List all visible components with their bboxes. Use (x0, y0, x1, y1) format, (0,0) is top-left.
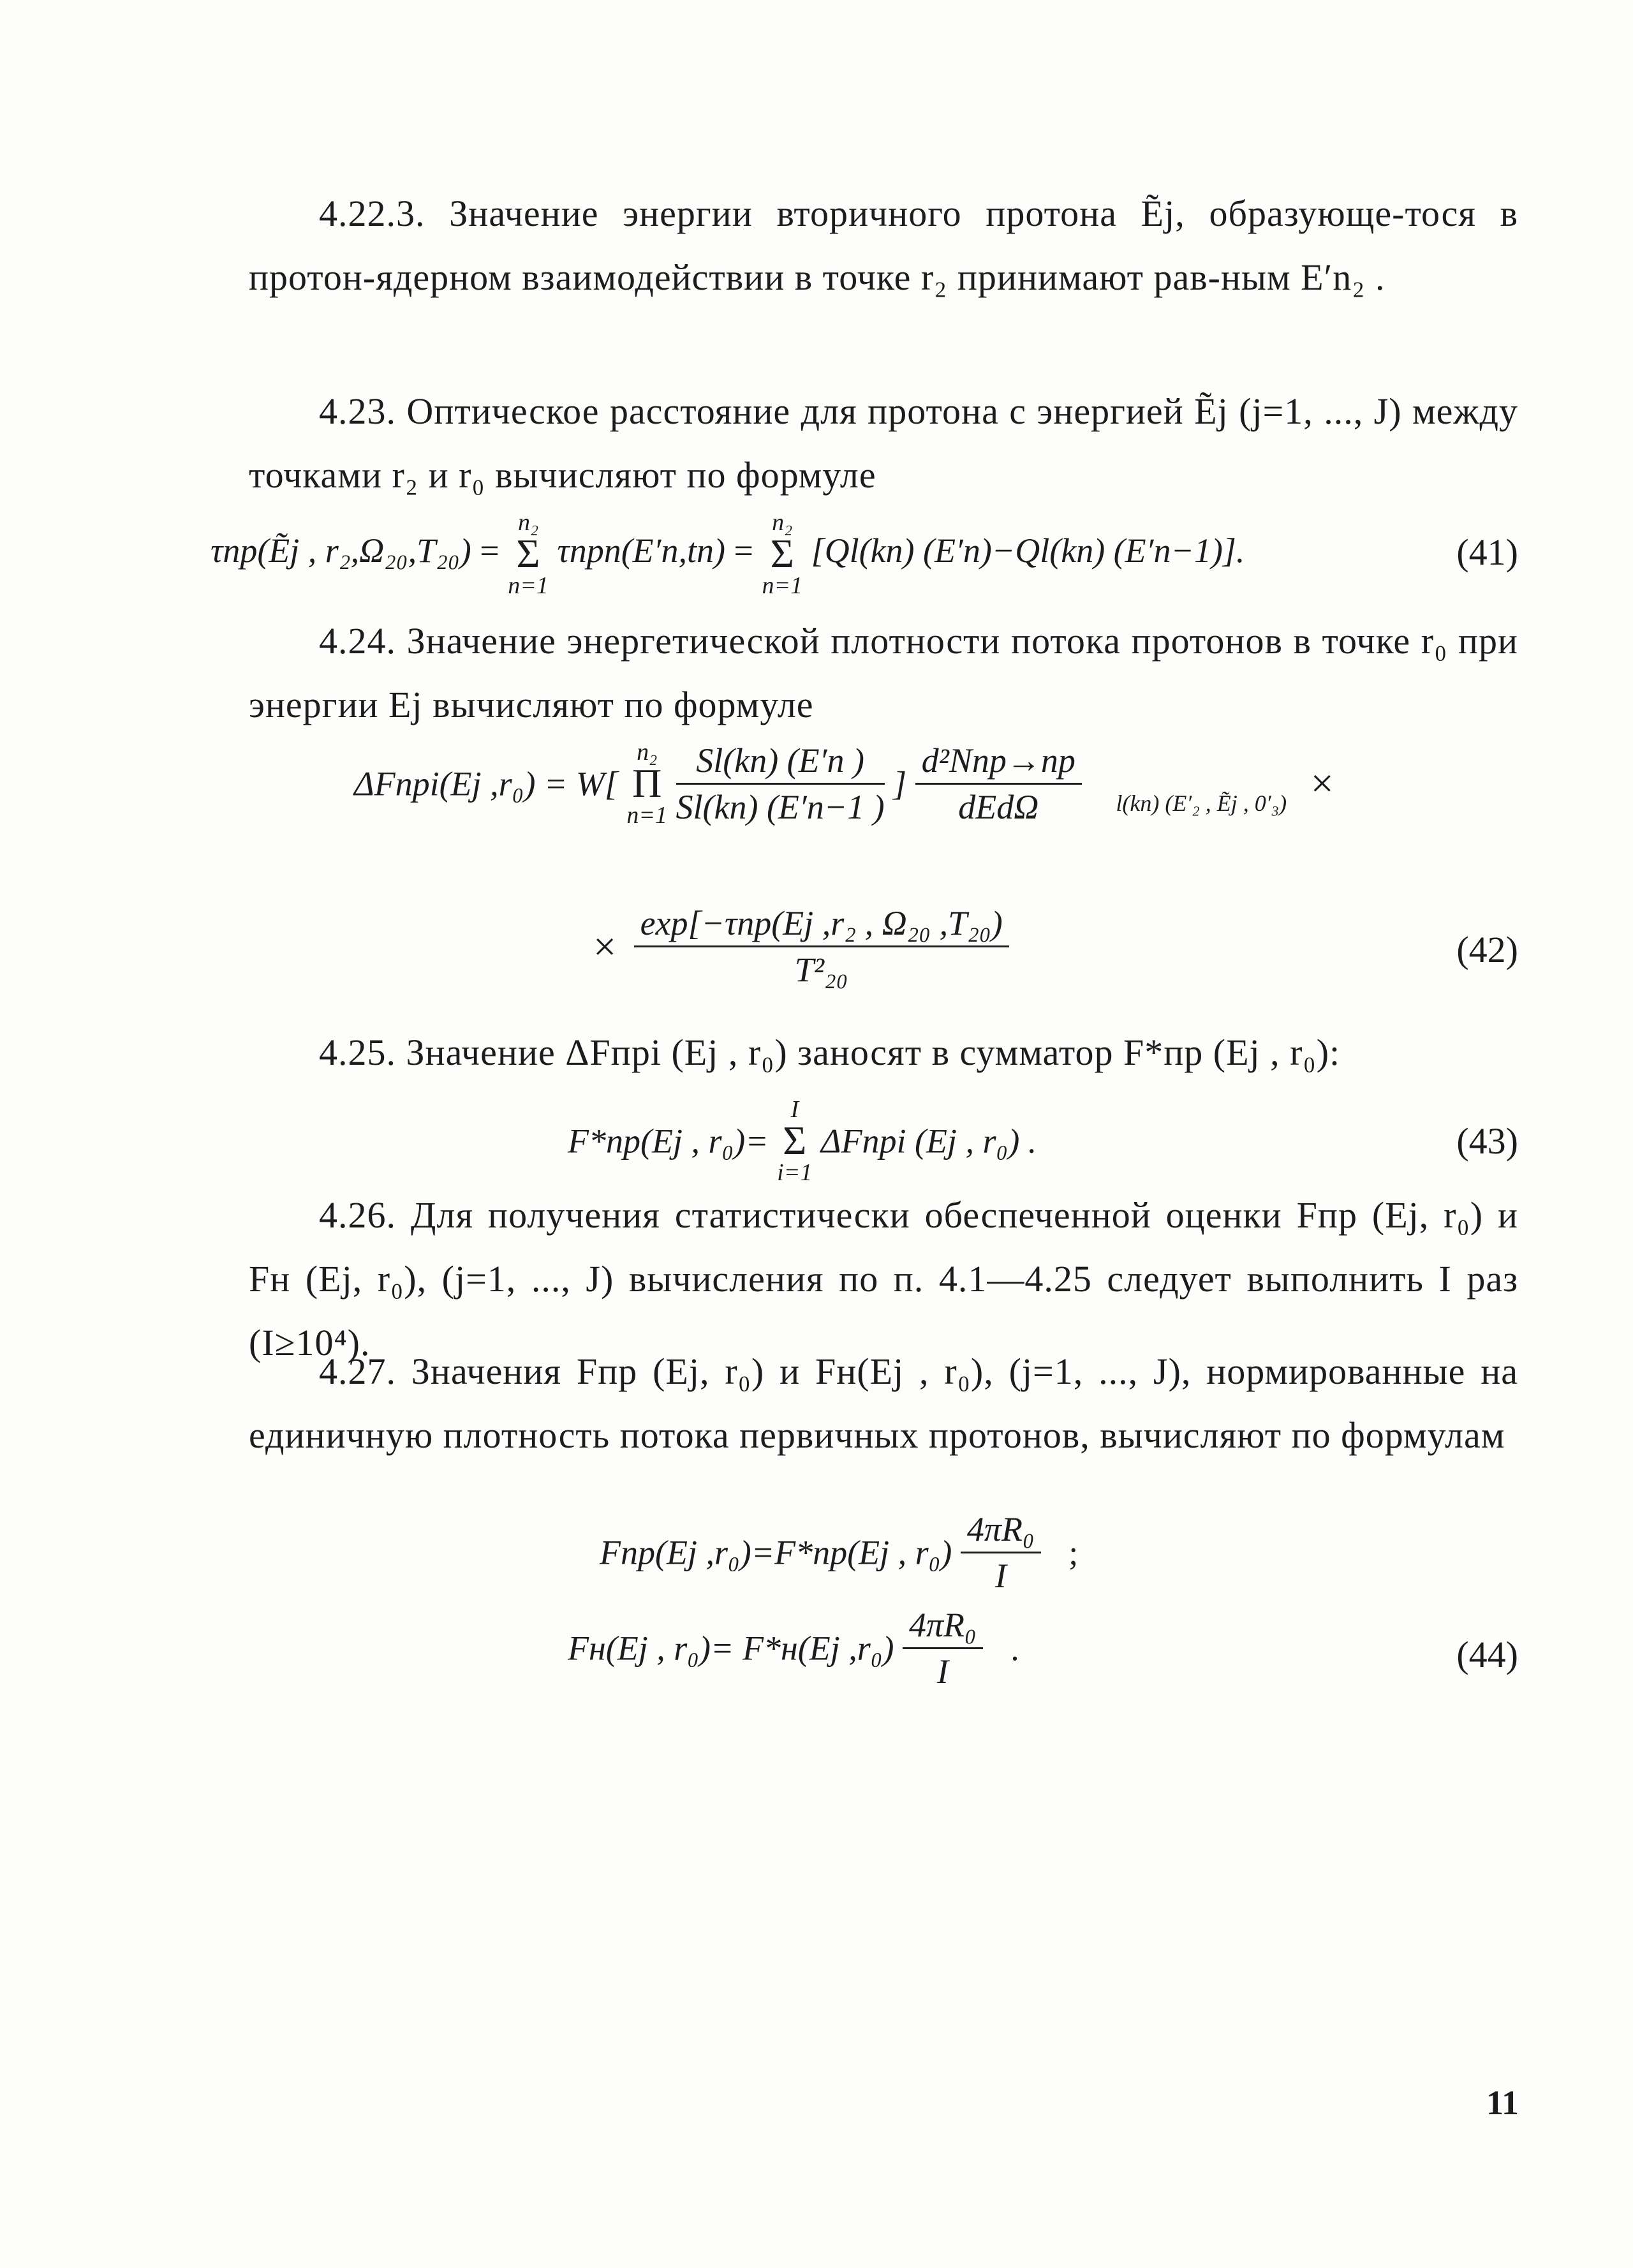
fraction-numerator: exp[−τпр(Ej ,r₂ , Ω₂₀ ,T₂₀) (634, 906, 1009, 947)
fraction-denominator: I (994, 1557, 1007, 1595)
normalization-fraction (961, 1512, 1041, 1593)
line-end-punctuation: ; (1068, 1533, 1079, 1572)
equation-41: τпр(Ẽj , r₂,Ω₂₀,T₂₀) = n₂ Σ n=1 τпрn(E′n,tn) = n₂ Σ n=1 [Ql(kn) (E′n)−Ql(kn) (E′n−1)]. (211, 509, 1245, 599)
times-sign: × (593, 923, 617, 969)
fraction-denominator: T²₂₀ (794, 951, 848, 989)
paragraph-4-27 (249, 1340, 1518, 1467)
fraction-denominator: dEdΩ (958, 787, 1039, 826)
equation-43 (568, 1097, 1037, 1185)
derivative-fraction (915, 743, 1082, 824)
paragraph-text: 4.26. Для получения статистически обеспеченной оценки Fпр (Ej, r₀) и Fн (Ej, r₀), (j=1, ..., J) вычисления по п. 4.1—4.25 следует выполнить I раз (I≥10⁴). (249, 1194, 1518, 1363)
product-lower-limit: n=1 (626, 801, 668, 829)
summation-symbol: n₂ Σ n=1 (508, 509, 549, 599)
paragraph-text: 4.23. Оптическое расстояние для протона с энергией Ẽj (j=1, ..., J) между точками r₂ и r₀ вычисляют по формуле (249, 390, 1518, 496)
paragraph-text: 4.22.3. Значение энергии вторичного протона Ẽj, образующе-тося в протон-ядерном взаимодействии в точке r₂ принимают рав-ным E′n₂ . (249, 193, 1518, 298)
equation-lhs: F*пр(Ej , r₀)= (568, 1122, 769, 1160)
equation-number: (41) (1456, 531, 1518, 573)
normalization-fraction (903, 1608, 983, 1689)
product-symbol: n₂ Π n=1 (626, 739, 668, 829)
closing-bracket: ] (893, 764, 907, 803)
equation-mid: τпрn(E′n,tn) (557, 531, 725, 570)
equation-lhs: ΔFпрi(Ej ,r₀) = W[ (354, 764, 618, 803)
paragraph-4-22-3 (249, 182, 1518, 309)
fraction-numerator: 4πR₀ (903, 1608, 983, 1649)
fraction-numerator: Sl(kn) (E′n ) (676, 743, 885, 785)
sum-upper-limit: I (790, 1096, 799, 1123)
paragraph-text: 4.24. Значение энергетической плотности потока протонов в точке r₀ при энергии Ej вычисляют по формуле (249, 620, 1518, 725)
paragraph-text: 4.25. Значение ΔFпрi (Ej , r₀) заносят в сумматор F*пр (Ej , r₀): (319, 1032, 1341, 1073)
product-upper-limit: n₂ (637, 739, 658, 766)
summation-symbol: I Σ i=1 (777, 1096, 813, 1186)
equation-number: (44) (1456, 1634, 1518, 1675)
equation-lhs: Fн(Ej , r₀)= F*н(Ej ,r₀) (568, 1629, 894, 1668)
equation-lhs: τпр(Ẽj , r₂,Ω₂₀,T₂₀) (211, 531, 471, 570)
equation-rhs: ΔFпрi (Ej , r₀) . (820, 1122, 1037, 1160)
fraction-numerator: 4πR₀ (961, 1512, 1041, 1553)
equation-42-line-1 (354, 740, 1334, 827)
paragraph-4-24 (249, 609, 1518, 737)
paragraph-4-25 (249, 1021, 1518, 1085)
ratio-fraction (676, 743, 885, 824)
equation-44-line-1 (600, 1512, 1078, 1593)
sum-lower-limit: n=1 (508, 572, 549, 599)
sum-upper-limit: n₂ (772, 509, 793, 536)
equation-44-line-2 (568, 1608, 1019, 1689)
sum-upper-limit: n₂ (517, 509, 539, 536)
sum-lower-limit: i=1 (777, 1159, 813, 1186)
equation-number: (42) (1456, 929, 1518, 970)
times-sign: × (1310, 760, 1334, 806)
equation-lhs: Fпр(Ej ,r₀)=F*пр(Ej , r₀) (600, 1533, 952, 1572)
fraction-denominator: I (936, 1652, 949, 1691)
paragraph-text: 4.27. Значения Fпр (Ej, r₀) и Fн(Ej , r₀), (j=1, ..., J), нормированные на единичную плотность потока первичных протонов, вычисляют по формулам (249, 1351, 1518, 1456)
page-number: 11 (1486, 2084, 1519, 2122)
sum-lower-limit: n=1 (762, 572, 803, 599)
summation-symbol: n₂ Σ n=1 (762, 509, 803, 599)
equation-rhs: [Ql(kn) (E′n)−Ql(kn) (E′n−1)]. (811, 531, 1245, 570)
paragraph-4-23 (249, 380, 1518, 507)
exponent-fraction (634, 906, 1009, 987)
fraction-denominator: Sl(kn) (E′n−1 ) (676, 787, 885, 826)
equation-number: (43) (1456, 1120, 1518, 1162)
fraction-numerator: d²Nпр→пр (915, 743, 1082, 785)
equation-42-line-2 (593, 906, 1009, 987)
derivative-arguments: l(kn) (E′₂ , Ẽj , 0′₃) (1116, 790, 1287, 816)
line-end-punctuation: . (1010, 1629, 1019, 1668)
